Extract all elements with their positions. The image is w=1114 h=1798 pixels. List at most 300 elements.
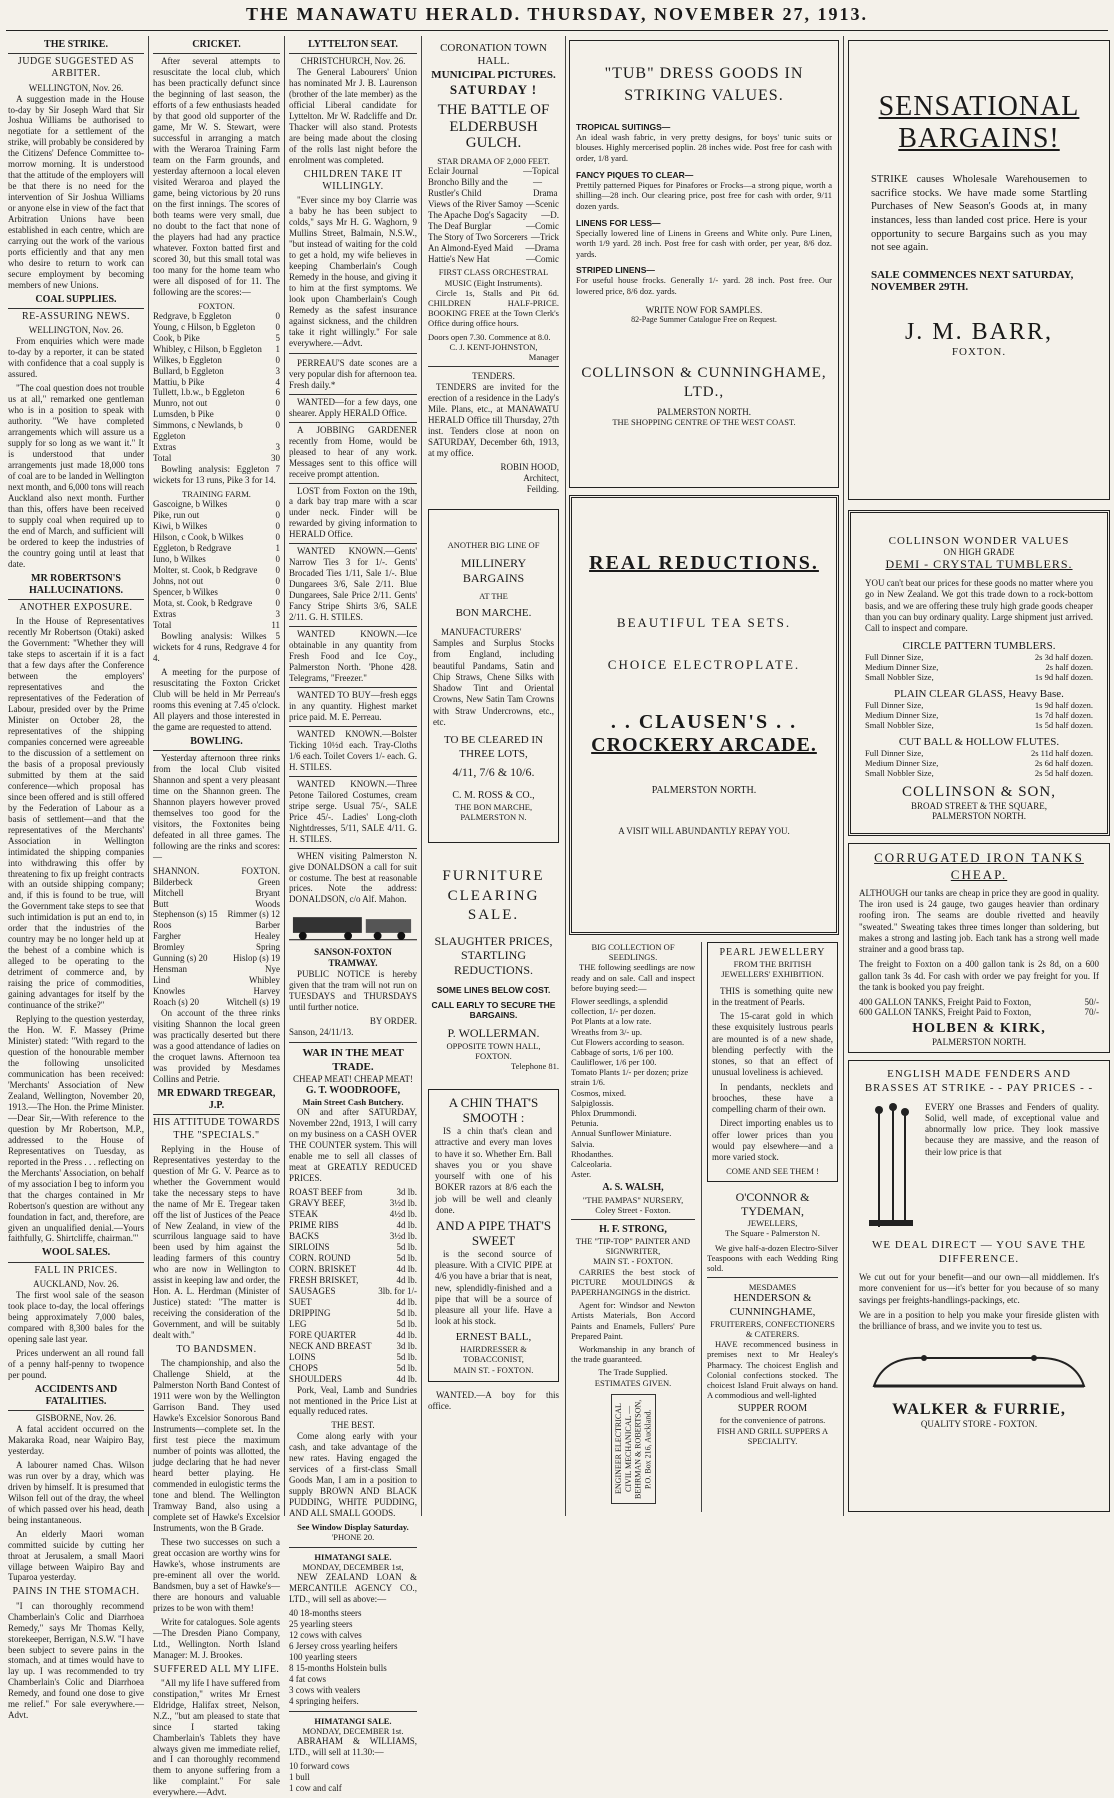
ad-name: H. F. STRONG, <box>599 1223 667 1235</box>
price-value: 2s 3d half dozen. <box>1034 652 1093 663</box>
paragraph: "The coal question does not trouble us at all," remarked one gentleman who is in a position to speak with authority. "We have completed arrangements which will assure us a supply for so long as we want it." It is understood that under arrangements just made 18,000 tons of coal are to be landed in Wellington next month, and 6,000 tons will reach Auckland also next month. Further than this, offers have been received to supply coal when required up to the end of March, and sufficient will be ordered to keep the industries of the country going until at least that date. <box>8 383 144 569</box>
paragraph: The freight to Foxton on a 400 gallon tank is 2s 8d, on a 600 gallon tank 3s 4d. For cash with order we pay freight for you. If the tank is booked you pay freight. <box>859 959 1099 992</box>
paragraph: The 15-carat gold in which these exquisitely lustrous pearls are mounted is of a new shade, blending perfectly with the stones, so that an effect of unusual loveliness is achieved. <box>712 1011 833 1078</box>
price-value: 2s half dozen. <box>1045 662 1093 673</box>
rink-row-value: FOXTON. <box>241 865 280 876</box>
dateline: WELLINGTON, Nov. 26. <box>28 82 124 93</box>
total-label: Total <box>153 620 172 631</box>
subhead: TO BANDSMEN. <box>176 1344 257 1356</box>
meat-price-row <box>289 1209 417 1220</box>
column-3 <box>285 36 421 1793</box>
paragraph: Bowling analysis: Wilkes 5 wickets for 4 runs, Redgrave 4 for 4. <box>153 631 280 663</box>
ad-line: WRITE NOW FOR SAMPLES. <box>645 304 763 315</box>
batting-row-label: Johns, not out <box>153 576 204 587</box>
ad-title: DEMI - CRYSTAL TUMBLERS. <box>885 557 1073 571</box>
batting-row <box>153 377 280 388</box>
ad-title: FURNITURE CLEARING SALE. <box>442 868 545 924</box>
paragraph: We give half-a-dozen Electro-Silver Teaspoons with each Wedding Ring sold. <box>707 1242 838 1274</box>
ad-title: COLLINSON WONDER VALUES <box>888 535 1070 547</box>
ad-address: Coley Street - Foxton. <box>595 1204 671 1215</box>
meat-price-row <box>289 1330 417 1341</box>
batting-row <box>153 521 280 532</box>
fabric-list <box>576 122 832 297</box>
film-row <box>428 221 559 232</box>
meat-price-row <box>289 1374 417 1385</box>
ad-title: CORRUGATED IRON TANKS CHEAP. <box>874 850 1084 882</box>
ad-name: C. J. KENT-JOHNSTON, <box>449 341 538 352</box>
subhead: CHILDREN TAKE IT WILLINGLY. <box>303 168 403 193</box>
stock-item: 8 15-months Holstein bulls <box>289 1662 387 1673</box>
meat-price-row-label: CHOPS <box>289 1362 319 1373</box>
tumbler-price-row <box>865 748 1093 758</box>
batting-row <box>153 576 280 587</box>
ad-title: WAR IN THE MEAT TRADE. <box>302 1047 404 1073</box>
sale-title: HIMATANGI SALE. <box>314 1715 392 1726</box>
signature: BY ORDER. <box>369 1016 417 1027</box>
meat-price-row-value: 3d lb. <box>396 1187 417 1198</box>
film-row-value: —Comic <box>526 220 559 231</box>
meat-price-row-value: 4d lb. <box>396 1296 417 1307</box>
batting-row-label: Eggleton, b Redgrave <box>153 543 232 554</box>
rink-row-value: Barber <box>255 920 280 931</box>
classified-ad: WHEN visiting Palmerston N. give DONALDSON a call for suit or costume. The best at reasonable prices. Note the address: DONALDSON, c/o Alf. Mahon. <box>289 848 417 906</box>
rink-row-label: Roos <box>153 920 172 931</box>
ad-line: for the convenience of patrons. <box>719 1415 826 1426</box>
dateline: AUCKLAND, Nov. 26. <box>33 1278 119 1289</box>
sale-title: HIMATANGI SALE. <box>314 1551 392 1562</box>
film-row <box>428 177 559 199</box>
meat-price-row-label: CORN. BRISKET <box>289 1263 357 1274</box>
total-row <box>153 620 280 631</box>
ad-place: PALMERSTON NORTH. <box>657 406 751 417</box>
batting-row <box>153 322 280 333</box>
subhead: RE-ASSURING NEWS. <box>22 311 130 323</box>
dateline: WELLINGTON, Nov. 26. <box>28 325 124 336</box>
classified-ad: WANTED TO BUY—fresh eggs in any quantity. Highest market price paid. M. E. Perreau. <box>289 687 417 723</box>
meat-price-row-label: FORE QUARTER <box>289 1329 357 1340</box>
ad-line: PALMERSTON N. <box>460 811 527 822</box>
notice-title: SANSON-FOXTON TRAMWAY. <box>314 947 392 969</box>
meat-price-row-value: 3d lb. <box>396 1340 417 1351</box>
paragraph: We cut out for your benefit—and our own—all middlemen. It's more convenient for us—it's better for you because of so many savings per freights-handlings-packings, etc. <box>859 1272 1099 1305</box>
ad-subtitle: SLAUGHTER PRICES, STARTLING REDUCTIONS. <box>434 933 553 977</box>
tumbler-price-row <box>865 662 1093 672</box>
rink-row <box>153 975 280 986</box>
meat-price-row <box>289 1308 417 1319</box>
meat-price-row <box>289 1319 417 1330</box>
seedling-item: Pot Plants at a low rate. <box>571 1016 652 1027</box>
paragraph: EVERY one Brasses and Fenders of quality. Solid, well made, of exceptional value and abnormally low price. They look massive because they are massive, and the reason of their low price is that <box>925 1101 1099 1157</box>
ad-place: PALMERSTON NORTH. <box>651 785 757 796</box>
price-value: 1s 9d half dozen. <box>1034 700 1093 711</box>
film-row-value: —Topical <box>523 165 559 176</box>
doors-note: Doors open 7.30. Commence at 8.0. <box>428 331 551 342</box>
price-label: 400 GALLON TANKS, Freight Paid to Foxton, <box>859 997 1032 1008</box>
sale-date: MONDAY, DECEMBER 1st. <box>302 1725 404 1736</box>
meat-price-row <box>289 1264 417 1275</box>
classifieds <box>289 394 417 906</box>
rink-row-label: Knowles <box>153 986 185 997</box>
total-value: 11 <box>271 620 280 631</box>
paragraph: HAVE recommenced business in premises next to Mr Healey's Pharmacy. The choicest English and Colonial confections stocked. The choicest Island Fruit always on hand. A commodious and well-lighted <box>707 1339 838 1401</box>
ad-line: SUPPER ROOM <box>737 1403 808 1415</box>
ad-note: See Window Display Saturday. <box>297 1522 409 1533</box>
meat-price-row-value: 4d lb. <box>396 1220 417 1230</box>
paragraph: The championship, and also the Challenge Shield, at the Palmerston North Band Contest of 1911 were won by the Wellington Garrison Band. They used Hawke's Excelsior Sonorous Band Instruments—complete set. In the first test piece the maximum number of points was allotted, the judge declaring that he had never heard better playing. He commended in eulogistic terms the tone and blend. The Wellington Tramway Band, also using a complete set of Hawke's Excelsior Instruments, won the B Grade. <box>153 1358 280 1533</box>
batting-row <box>153 333 280 344</box>
fabric-desc: For useful house frocks. Generally 1/- yard. 28 inch. Post free. Our lowered price, 8/6 doz. yards. <box>576 275 832 297</box>
meat-price-row-value: 4d lb. <box>396 1274 417 1285</box>
fabric-desc: Specially lowered line of Linens in Greens and White only. Pure Linen, worth 1/9 yard. 28 inch. Post free for cash with order, per year, 8/6 doz. yards. <box>576 227 832 259</box>
meat-price-row-value: 5d lb. <box>396 1362 417 1373</box>
paragraph: In the House of Representatives recently Mr Robertson (Otaki) asked the Government: "Whether they will take steps to ascertain if it is a fact that a few days after the Conference between the employers' representatives and the representatives of the Federation of Labour, presided over by the Prime Minister on October 28, the representatives of the shipping companies concerned were agreeable to the discussion of a settlement on the basis of a proposal previously submitted by them at the said conference—which proposal has since been offered and is still offered by the Federation of Labour as a basis of settlement—and that the representatives of the Merchants' Association in Wellington intimidated the shipping companies into withdrawing this offer by threatening to fix up freight contracts with an outside shipping company; and, if this is found to be true, will the Government take steps to see that such intimidation is put an end to, in order that the industries of the country may be no longer held up at the behest of a combine which is alleged to be operating to the detriment of commerce and, by raising the price of commodities, gaining advantages for itself by the continuance of the strike?" <box>8 616 144 1011</box>
ad-address: MAIN ST. - FOXTON. <box>453 1364 534 1375</box>
fabric-item <box>576 265 832 296</box>
batting-row-value: 0 <box>275 532 280 543</box>
paragraph: Prices underwent an all round fall of a penny half-penny to twopence per pound. <box>8 1347 144 1380</box>
subhead: PAINS IN THE STOMACH. <box>12 1586 140 1598</box>
film-row-value: —D. <box>541 209 559 220</box>
ad-line: THE BON MARCHE, <box>454 801 533 812</box>
price-value: 2s 5d half dozen. <box>1034 768 1093 779</box>
column-5-right <box>701 942 843 1512</box>
ad-line: CHOICE ELECTROPLATE. <box>607 657 801 672</box>
masthead: THE MANAWATU HERALD. THURSDAY, NOVEMBER 27, 1913. <box>245 4 869 24</box>
tumbler-group-title: PLAIN CLEAR GLASS, Heavy Base. <box>894 688 1064 701</box>
film-row-value: —Scenic <box>526 198 559 209</box>
rink-row-value: Spring <box>255 942 280 953</box>
seedling-item: Cauliflower, 1/6 per 100. <box>571 1057 657 1068</box>
rink-row <box>153 866 280 877</box>
paragraph: ALTHOUGH our tanks are cheap in price they are good in quality. The iron used is 24 gauge, two gauges heavier than ordinary roofing iron. The seams are double rivetted and heavily "sweated." Sweating takes three times longer than soldering, but makes a strong and lasting job. Each tank has a strong well made strainer and a good brass tap. <box>859 887 1100 955</box>
price-label: Full Dinner Size, <box>865 700 924 711</box>
batting-row-label: Cook, b Pike <box>153 332 200 343</box>
seedling-item: Petunia. <box>571 1118 599 1129</box>
meat-price-row <box>289 1297 417 1308</box>
ad-line: ESTIMATES GIVEN. <box>594 1377 672 1388</box>
batting-row <box>153 409 280 420</box>
tumbler-price-row <box>865 768 1093 778</box>
batting-row-label: Extras <box>153 442 176 453</box>
batting-row-value: 0 <box>275 554 280 565</box>
batting-row-label: Bullard, b Eggleton <box>153 365 224 376</box>
seedling-item: Cut Flowers according to season. <box>571 1036 685 1047</box>
batting-row-value: 0 <box>275 310 280 321</box>
price-label: Small Nobbler Size, <box>865 768 934 779</box>
tub-dress-goods-ad <box>569 40 839 488</box>
batting-row-value: 0 <box>275 576 280 587</box>
stock-item: 25 yearling steers <box>289 1618 353 1629</box>
rink-row <box>153 964 280 975</box>
column-5-left <box>566 942 700 1512</box>
ad-role: Architect, <box>523 472 559 483</box>
meat-price-row-value: 5d lb. <box>396 1241 417 1252</box>
meat-price-row-label: LEG <box>289 1318 307 1329</box>
batting-row-label: Iuno, b Wilkes <box>153 554 206 565</box>
total-row <box>153 453 280 464</box>
ad-phone: Telephone 81. <box>510 1061 559 1072</box>
ad-name: HOLBEN & KIRK, <box>912 1021 1046 1037</box>
batting-row-value: 0 <box>275 321 280 332</box>
headline: ACCIDENTS AND FATALITIES. <box>8 1384 144 1411</box>
ad-title: CORONATION TOWN HALL. <box>440 42 547 68</box>
paragraph: Yesterday afternoon three rinks from the local Club visited Shannon and spent a very pleasant time on the Shannon green. The Shannon players however proved themselves too good for the visitors, the Foxtonites being defeated in all three games. The following are the rinks and scores:— <box>153 752 280 862</box>
fabric-title: STRIPED LINENS— <box>576 265 655 276</box>
rink-row <box>153 909 280 920</box>
batting-row-label: Lumsden, b Pike <box>153 409 214 420</box>
ad-line: MESDAMES <box>748 1282 797 1293</box>
divider <box>428 366 559 367</box>
paragraph: MANUFACTURERS' Samples and Surplus Stocks from England, including beautiful Pandams, Satin and Chip Straws, Chene Silks with Shadow Tint and Oriental Crowns, New Satin Tam Crowns with Straw Undercrowns, etc., etc. <box>433 626 554 727</box>
film-row-value: —Trick <box>530 231 559 242</box>
ad-address: The Square - Palmerston N. <box>725 1228 820 1239</box>
batting-row-value: 4 <box>275 376 280 387</box>
film-row <box>428 254 559 265</box>
meat-price-row-label: NECK AND BREAST <box>289 1340 372 1351</box>
paragraph: A meeting for the purpose of resuscitating the Foxton Cricket Club will be held in Mr Perreau's rooms this evening at 7.45 o'clock. All players and those interested in the game are requested to attend. <box>153 666 280 732</box>
paragraph: STRIKE causes Wholesale Warehousemen to sacrifice stocks. We have made some Startling Purchases of New Season's Goods at, in many instances, less than landed cost price. Here is your opportunity to secure Bargains such as you may not see again. <box>871 174 1087 254</box>
meat-price-row-value: 5d lb. <box>396 1252 417 1263</box>
tram-illustration <box>289 909 417 943</box>
engineer-logo: ENGINEER ELECTRICAL CIVIL MECHANICAL — BEHRMAN & ROBERTSON, P.O. Box 216, Auckland. <box>611 1394 656 1504</box>
batting-row <box>153 609 280 620</box>
meat-price-row-label: PRIME RIBS <box>289 1220 339 1230</box>
ad-name: ROBIN HOOD, <box>500 461 559 472</box>
bon-marche-ad <box>428 509 559 843</box>
meat-price-row-value: 5d lb. <box>396 1351 417 1362</box>
batting-row-label: Gascoigne, b Wilkes <box>153 499 228 510</box>
ad-title: "TUB" DRESS GOODS IN STRIKING VALUES. <box>604 65 804 105</box>
meat-price-row <box>289 1198 417 1209</box>
rink-row-value: Green <box>258 876 280 887</box>
paragraph: Direct importing enables us to offer lower prices than you would pay elsewhere—and a more varied stock. <box>712 1118 833 1163</box>
rink-row-label: Bilderbeck <box>153 876 193 887</box>
ad-line: JEWELLERS, <box>747 1218 798 1229</box>
seedling-list <box>571 996 695 1179</box>
paragraph: IS a chin that's clean and attractive and every man loves to have it so. Whether Ern. Ball shaves you or you shave yourself with one of his BOKER razors at 8/6 each the job will be well and cleanly done. <box>435 1126 552 1215</box>
batting-row <box>153 598 280 609</box>
ad-subtitle: WE DEAL DIRECT — YOU SAVE THE DIFFERENCE. <box>872 1238 1086 1265</box>
stock-item: 4 fat cows <box>289 1673 326 1684</box>
ad-subtitle: MUNICIPAL PICTURES. <box>431 68 556 81</box>
price-value: 50/- <box>1084 997 1099 1008</box>
ad-address: QUALITY STORE - FOXTON. <box>920 1419 1038 1430</box>
stock-item: 1 bull <box>289 1771 310 1782</box>
rink-row-value: Rimmer (s) 12 <box>227 909 280 920</box>
fabric-item <box>576 122 832 164</box>
paragraph: WANTED.—A boy for this office. <box>428 1389 559 1411</box>
seedling-item: Annual Sunflower Miniature. <box>571 1128 672 1139</box>
meat-price-row-value: 4½d lb. <box>389 1209 417 1220</box>
meat-price-row-label: SAUSAGES <box>289 1285 336 1296</box>
scorecard <box>153 499 280 620</box>
batting-row-value: 0 <box>275 409 280 420</box>
ad-title: TENDERS. <box>472 371 515 382</box>
meat-price-row <box>289 1286 417 1297</box>
barber-ad <box>428 1089 559 1381</box>
paragraph: is the second source of pleasure. With a CIVIC PIPE at 4/6 you have a briar that is neat, new, splendidly-finished and a pipe that will be a source of pleasure all your life. Have a look at his stock. <box>435 1248 552 1327</box>
ad-prices: 4/11, 7/6 & 10/6. <box>452 764 535 779</box>
rink-row-label: Roach (s) 20 <box>153 997 199 1008</box>
rink-row-label: Fargher <box>153 931 181 942</box>
meat-price-list <box>289 1187 417 1384</box>
batting-row-label: Extras <box>153 609 176 620</box>
batting-row <box>153 510 280 521</box>
tumbler-price-row <box>865 758 1093 768</box>
batting-row-label: Mattiu, b Pike <box>153 376 205 387</box>
fabric-item <box>576 218 832 260</box>
classified-ad: WANTED—for a few days, one shearer. Apply HERALD Office. <box>289 394 417 419</box>
film-row-label: Hattie's New Hat <box>428 253 490 264</box>
ad-title: MILLINERY BARGAINS <box>460 556 527 585</box>
ad-address: Main Street Cash Butchery. <box>302 1097 404 1108</box>
headline: MR ROBERTSON'S HALLUCINATIONS. <box>8 573 144 600</box>
classified-ad: LOST from Foxton on the 19th, a dark bay trap mare with a scar under neck. Finder will be rewarded by giving information to HERALD Office. <box>289 483 417 541</box>
ad-line: CALL EARLY TO SECURE THE BARGAINS. <box>431 999 556 1020</box>
paragraph: NEW ZEALAND LOAN & MERCANTILE AGENCY CO., LTD., will sell as above:— <box>289 1571 417 1604</box>
paragraph: Circle 1s, Stalls and Pit 6d. CHILDREN HALF-PRICE. BOOKING FREE at the Town Clerk's Office during office hours. <box>428 287 559 329</box>
seedling-item: Aster. <box>571 1169 592 1180</box>
price-value: 1s 7d half dozen. <box>1034 710 1093 721</box>
price-value: 70/- <box>1084 1007 1099 1018</box>
ad-place: PALMERSTON NORTH. <box>932 1037 1026 1048</box>
meat-price-row <box>289 1220 417 1231</box>
paragraph: "All my life I have suffered from constipation," writes Mr Ernest Eldridge, Halifax street, Nelson, N.Z., "but am pleased to state that since I started taking Chamberlain's Tablets they have always given me immediate relief, and I can thoroughly recommend them to anyone suffering from a like complaint." For sale everywhere.—Advt. <box>153 1677 280 1798</box>
ad-subtitle: FROM THE BRITISH JEWELLERS' EXHIBITION. <box>721 959 824 980</box>
ad-subtitle: CHEAP MEAT! CHEAP MEAT! <box>292 1073 414 1084</box>
paragraph: These two successes on such a great occasion are worthy wins for Hawke's, whose instruments are pre-eminent all over the world. Bandsmen, buy a set of Hawke's—there are honours and valuable prizes to be won with them! <box>153 1536 280 1613</box>
ad-title: BARGAINS! <box>898 123 1060 154</box>
paragraph: Write for catalogues. Sole agents—The Dresden Piano Company, Ltd., Wellington. North Island Manager: M. J. Brookes. <box>153 1616 280 1660</box>
column-1 <box>4 36 148 1721</box>
ad-line: 82-Page Summer Catalogue Free on Request. <box>631 314 777 324</box>
ad-line: FRUITERERS, CONFECTIONERS & CATERERS. <box>710 1318 835 1339</box>
meat-price-row-label: SUET <box>289 1296 312 1307</box>
film-row-label: Broncho Billy and the Rustler's Child <box>428 176 508 198</box>
ad-line: FISH AND GRILL SUPPERS A SPECIALITY. <box>716 1425 829 1446</box>
crockery-ad <box>569 495 839 935</box>
rink-row-label: Stephenson (s) 15 <box>153 909 218 920</box>
fenders-ad <box>848 1060 1110 1512</box>
rink-row-value: Harvey <box>253 986 280 997</box>
iron-tanks-ad <box>848 843 1110 1053</box>
seedling-item: Flower seedlings, a splendid collection, 1/- per dozen. <box>571 995 668 1017</box>
film-list <box>428 166 559 265</box>
batting-row <box>153 543 280 554</box>
film-row-label: Views of the River Samoy <box>428 198 523 209</box>
rink-row <box>153 931 280 942</box>
ad-role: Manager <box>528 351 559 362</box>
meat-price-row <box>289 1341 417 1352</box>
batting-row-value: 0 <box>275 398 280 409</box>
paragraph: Agent for: Windsor and Newton Artists Materials, Bon Accord Paints and Enamels, Fullers' Pure Prepared Paint. <box>571 1300 695 1341</box>
meat-price-row-label: DRIPPING <box>289 1307 331 1318</box>
tumbler-group-title: CIRCLE PATTERN TUMBLERS. <box>902 640 1056 653</box>
seedling-item: Salvia. <box>571 1138 595 1149</box>
ad-name: O'CONNOR & TYDEMAN, <box>735 1189 810 1218</box>
ad-name: G. T. WOODROOFE, <box>305 1084 401 1096</box>
batting-row <box>153 532 280 543</box>
ad-name: BON MARCHE. <box>455 607 532 620</box>
ad-name: A. S. WALSH, <box>602 1182 664 1194</box>
batting-row <box>153 344 280 355</box>
headline: CRICKET. <box>153 39 280 54</box>
rink-row <box>153 986 280 997</box>
ad-title: REAL REDUCTIONS. <box>589 552 819 574</box>
price-label: Full Dinner Size, <box>865 748 924 759</box>
stock-item: 100 yearling steers <box>289 1651 357 1662</box>
ad-title: AND A PIPE THAT'S SWEET <box>435 1218 552 1249</box>
batting-row-label: Redgrave, b Eggleton <box>153 310 232 321</box>
batting-row-value: 0 <box>275 565 280 576</box>
column-2 <box>149 36 284 1798</box>
paragraph: Bowling analysis: Eggleton 7 wickets for 13 runs, Pike 3 for 14. <box>153 464 280 486</box>
price-value: 2s 11d half dozen. <box>1030 748 1093 759</box>
rink-row <box>153 888 280 899</box>
paragraph: "Ever since my boy Clarrie was a baby he has been subject to colds," says Mr H. G. Waghorn, 9 Mullins Street, Balmain, N.S.W., "but instead of waiting for the cold to get a hold, my wife believes in keeping Chamberlain's Cough Remedy in the house, and giving it to him at the first symptoms. We look upon Chamberlain's Cough Remedy as the safest insurance against sickness, and the children take it right willingly." For sale everywhere.—Advt. <box>289 195 417 348</box>
tumbler-price-list <box>865 640 1093 778</box>
meat-price-row <box>289 1253 417 1264</box>
meat-price-row-label: ROAST BEEF from <box>289 1187 363 1198</box>
film-row <box>428 210 559 221</box>
stock-list <box>289 1761 417 1794</box>
paragraph: TENDERS are invited for the erection of a residence in the Lady's Mile. Plans, etc., at MANAWATU HERALD Office till Thursday, 27th inst. Tenders close at noon on SATURDAY, December 6th, 1913, at my office. <box>428 382 559 458</box>
meat-price-row-label: CORN. ROUND <box>289 1252 351 1263</box>
batting-row-label: Whibley, c Hilson, b Eggleton <box>153 343 262 354</box>
batting-row-label: Molter, st. Cook, b Redgrave <box>153 565 258 576</box>
rink-row-value: Bryant <box>255 887 280 898</box>
film-row-value: —Drama <box>525 242 559 253</box>
film-row-label: Eclair Journal <box>428 165 479 176</box>
film-row-value: —Comic <box>526 253 559 264</box>
rink-row <box>153 877 280 888</box>
batting-row-value: 3 <box>275 442 280 453</box>
paragraph: THE following seedlings are now ready and on sale. Call and inspect before buying seed:— <box>571 962 695 993</box>
ad-name: . . CLAUSEN'S . . <box>610 711 798 733</box>
batting-row-value: 3 <box>275 609 280 620</box>
meat-price-row-value: 4d lb. <box>396 1329 417 1340</box>
rink-row-value: Nye <box>265 964 280 975</box>
stock-item: 6 Jersey cross yearling heifers <box>289 1640 398 1651</box>
batting-row-value: 3 <box>275 365 280 376</box>
film-subtitle: STAR DRAMA OF 2,000 FEET. <box>437 155 550 166</box>
ad-title: BIG COLLECTION OF SEEDLINGS. <box>591 942 675 963</box>
tank-price-row <box>859 997 1099 1007</box>
batting-row-value: 6 <box>275 387 280 398</box>
batting-row-label: Kiwi, b Wilkes <box>153 521 208 532</box>
price-label: 600 GALLON TANKS, Freight Paid to Foxton, <box>859 1007 1032 1018</box>
fire-irons-illustration <box>859 1102 919 1232</box>
paragraph: On account of the three rinks visiting Shannon the local green was practically deserted but there was a good attendance of ladies on the croquet lawns. Afternoon tea was provided by Mesdames Collins and Petrie. <box>153 1008 280 1084</box>
paragraph: After several attempts to resuscitate the local club, which has been practically defunct since the beginning of last season, the efforts of a few enthusiasts headed by that good old supporter of the game, Mr W. S. Stewart, were successful in arranging a match with the Weraroa Training Farm team on the Farm grounds, and yesterday afternoon a local eleven visited Weraroa and played the game, being victorious by 20 runs on the first innings. The scores of both teams were very small, due no doubt to the fact that none of the players had had any practice whatever. Foxton batted first and scored 30, but this small total was too many for the home team who were all disposed of for 11. The following are the scores:— <box>153 56 280 297</box>
headline: MR EDWARD TREGEAR, J.P. <box>153 1088 280 1115</box>
meat-price-row-label: BACKS <box>289 1230 320 1241</box>
ad-line: SALE COMMENCES NEXT SATURDAY, NOVEMBER 29TH. <box>871 268 1074 293</box>
ad-line: SOME LINES BELOW COST. <box>436 985 551 996</box>
ad-name: WALKER & FURRIE, <box>892 1401 1066 1419</box>
paragraph: Replying to the question yesterday, the Hon. W. F. Massey (Prime Minister) stated: "With regard to the question of the honourable member the following unsolicited communication has been received: 'Merchants' Association of New Zealand, Wellington, November 20, 1913.—The Hon. the Prime Minister.—Dear Sir,—With reference to the question by Mr Robertson, M.P., addressed to the House of Representatives on Tuesday, as reported in the Press . . . reflecting on the Merchants' Association, on behalf of my association I beg to inform you that the charges contained in Mr Robertson's question are without any foundation in fact, and, therefore, are given an unqualified denial.—Yours faithfully, G. Shirtcliffe, chairman.'" <box>8 1014 144 1244</box>
divider <box>289 353 417 354</box>
paragraph: From enquiries which were made to-day by a reporter, it can be stated with confidence that a coal supply is assured. <box>8 336 144 380</box>
divider <box>289 1547 417 1548</box>
rink-row-value: Witchell (s) 19 <box>226 997 280 1008</box>
headline: COAL SUPPLIES. <box>8 294 144 309</box>
paragraph: A suggestion made in the House to-day by Sir Joseph Ward that Sir Joshua Williams be authorised to negotiate for a settlement of the strike, will probably be considered by the Citizens' Defence Committee to-morrow morning. It is understood that the attitude of the employers will be that there is no need for the intervention of Sir Joshua Williams or anyone else in view of the fact that Arbitration Unions have been established in each centre, which are carrying out the work of the various ports efficiently and that any men who desire to return to work can secure employment by becoming members of new Unions. <box>8 93 144 290</box>
batting-row-value: 1 <box>275 343 280 354</box>
price-label: Medium Dinner Size, <box>865 758 939 769</box>
meat-price-row-value: 4d lb. <box>396 1263 417 1274</box>
batting-row-label: Mota, st. Cook, b Redgrave <box>153 598 253 609</box>
